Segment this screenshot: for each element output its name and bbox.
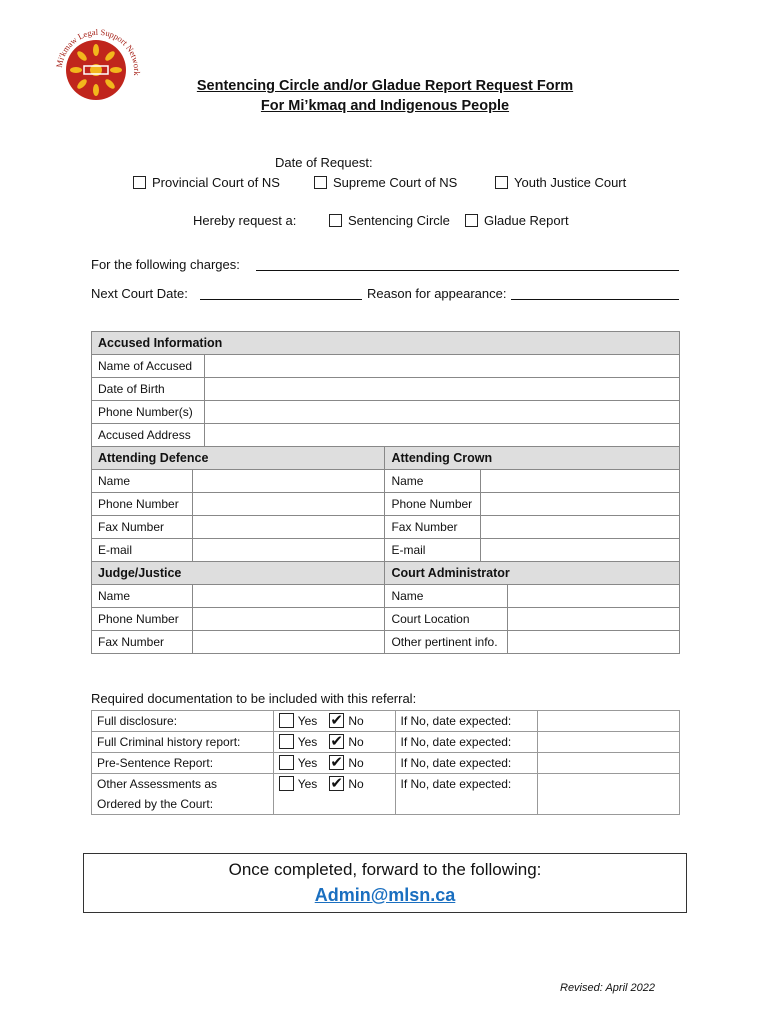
crown-fax-label: Fax Number [385,516,481,539]
crown-phone-label: Phone Number [385,493,481,516]
admin-other-field[interactable] [508,631,680,654]
option-label: Youth Justice Court [514,175,627,190]
charges-label: For the following charges: [91,257,240,272]
defence-header: Attending Defence [92,447,385,470]
defence-fax-field[interactable] [192,516,385,539]
yes-checkbox[interactable] [279,755,294,770]
no-checkbox-checked[interactable] [329,734,344,749]
yes-label: Yes [297,756,318,770]
next-court-date-input[interactable] [200,299,362,300]
doc-item-label [92,774,274,815]
doc-item-line: Ordered by the Court: [97,797,214,811]
option-label: Sentencing Circle [348,213,450,228]
no-checkbox-checked[interactable] [329,776,344,791]
accused-dob-field[interactable] [204,378,679,401]
judge-name-label: Name [92,585,193,608]
accused-header: Accused Information [92,332,680,355]
date-expected-label: If No, date expected: [395,732,538,753]
accused-address-field[interactable] [204,424,679,447]
yes-no-choice [273,711,395,732]
defence-phone-field[interactable] [192,493,385,516]
required-docs-label: Required documentation to be included with this referral: [91,691,417,706]
forward-text: Once completed, forward to the following: [228,860,542,879]
checkbox[interactable] [314,176,327,189]
gladue-report-option[interactable] [465,213,569,229]
date-expected-field[interactable] [538,711,680,732]
table-row [92,774,680,815]
admin-name-field[interactable] [508,585,680,608]
crown-phone-field[interactable] [481,493,680,516]
provincial-court-option[interactable] [133,175,280,191]
accused-name-label: Name of Accused [92,355,205,378]
hereby-request-label: Hereby request a: [193,213,297,228]
crown-email-field[interactable] [481,539,680,562]
option-label: Provincial Court of NS [152,175,280,190]
table-row [92,711,680,732]
judge-name-field[interactable] [192,585,385,608]
yes-no-choice [273,774,395,815]
no-checkbox-checked[interactable] [329,713,344,728]
logo-text: Mi'kmaw Legal Support Network [53,26,143,76]
defence-name-label: Name [92,470,193,493]
yes-no-choice [273,753,395,774]
youth-justice-court-option[interactable] [495,175,626,191]
accused-address-label: Accused Address [92,424,205,447]
yes-no-choice [273,732,395,753]
admin-name-label: Name [385,585,508,608]
judge-fax-label: Fax Number [92,631,193,654]
checkbox[interactable] [495,176,508,189]
defence-fax-label: Fax Number [92,516,193,539]
no-checkbox-checked[interactable] [329,755,344,770]
crown-name-label: Name [385,470,481,493]
date-expected-field[interactable] [538,774,680,815]
option-label: Gladue Report [484,213,569,228]
judge-header: Judge/Justice [92,562,385,585]
doc-item-label: Full Criminal history report: [92,732,274,753]
yes-label: Yes [297,735,318,749]
accused-phone-label: Phone Number(s) [92,401,205,424]
checkbox[interactable] [133,176,146,189]
yes-checkbox[interactable] [279,713,294,728]
date-expected-field[interactable] [538,732,680,753]
doc-item-label: Full disclosure: [92,711,274,732]
crown-name-field[interactable] [481,470,680,493]
info-table [91,331,680,654]
defence-phone-label: Phone Number [92,493,193,516]
table-row [92,753,680,774]
crown-fax-field[interactable] [481,516,680,539]
title-line-1: Sentencing Circle and/or Gladue Report Request Form [196,78,574,94]
defence-email-field[interactable] [192,539,385,562]
title-line-2: For Mi’kmaq and Indigenous People [260,98,510,114]
forward-box [83,853,687,913]
defence-email-label: E-mail [92,539,193,562]
yes-label: Yes [297,714,318,728]
no-label: No [348,777,364,791]
admin-location-field[interactable] [508,608,680,631]
accused-dob-label: Date of Birth [92,378,205,401]
date-of-request-label: Date of Request: [275,155,373,170]
date-expected-label: If No, date expected: [395,753,538,774]
reason-label: Reason for appearance: [367,286,507,301]
date-expected-field[interactable] [538,753,680,774]
judge-phone-label: Phone Number [92,608,193,631]
doc-item-label: Pre-Sentence Report: [92,753,274,774]
no-label: No [348,714,364,728]
crown-header: Attending Crown [385,447,680,470]
next-court-date-label: Next Court Date: [91,286,188,301]
yes-checkbox[interactable] [279,776,294,791]
documentation-table [91,710,680,815]
doc-item-line: Other Assessments as [97,777,218,791]
no-label: No [348,756,364,770]
email-link[interactable]: Admin@mlsn.ca [314,885,456,905]
accused-name-field[interactable] [204,355,679,378]
checkbox[interactable] [465,214,478,227]
judge-fax-field[interactable] [192,631,385,654]
no-label: No [348,735,364,749]
accused-phone-field[interactable] [204,401,679,424]
admin-other-label: Other pertinent info. [385,631,508,654]
revised-date: Revised: April 2022 [560,982,655,994]
supreme-court-option[interactable] [314,175,457,191]
admin-location-label: Court Location [385,608,508,631]
date-expected-label: If No, date expected: [395,711,538,732]
sentencing-circle-option[interactable] [329,213,450,229]
date-expected-label: If No, date expected: [395,774,538,815]
yes-label: Yes [297,777,318,791]
form-title [0,76,770,116]
crown-email-label: E-mail [385,539,481,562]
judge-phone-field[interactable] [192,608,385,631]
admin-header: Court Administrator [385,562,680,585]
yes-checkbox[interactable] [279,734,294,749]
checkbox[interactable] [329,214,342,227]
option-label: Supreme Court of NS [333,175,458,190]
table-row [92,732,680,753]
defence-name-field[interactable] [192,470,385,493]
reason-input[interactable] [511,299,679,300]
charges-input[interactable] [256,270,679,271]
